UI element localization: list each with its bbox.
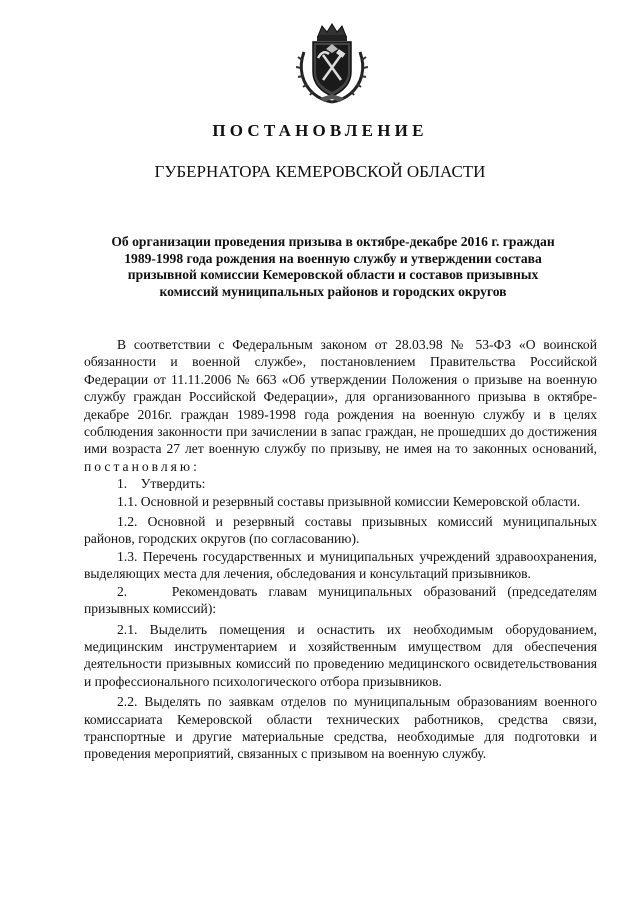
clause-1-2: 1.2. Основной и резервный составы призывных комиссий муниципальных районов, городских округов (по согласованию). — [84, 514, 597, 547]
preamble-text: В соответствии с Федеральным законом от 28.03.98 № 53-ФЗ «О воинской обязанности и военной службе», постановлением Правительства Российской Федерации от 11.11.2006 № 663 «Об утверждении Положения о призыве на военную службу граждан Российской Федерации», для организованного призыва в октябре-декабре 2016г. граждан 1989-1998 года рождения на военную службу и в целях соблюдения законности при зачислении в запас граждан, не прошедших до достижения ими возраста 27 лет военную службу по призыву, не имея на то законных оснований, — [84, 337, 597, 457]
document-type-heading: ПОСТАНОВЛЕНИЕ — [212, 121, 428, 140]
clause-1-1: 1.1. Основной и резервный составы призывной комиссии Кемеровской области. — [117, 493, 581, 509]
clause-1: 1. Утвердить: — [117, 476, 206, 492]
clause-1-3: 1.3. Перечень государственных и муниципальных учреждений здравоохранения, выделяющих места для лечения, обследования и консультаций призывников. — [84, 548, 597, 582]
clause-2-2: 2.2. Выделять по заявкам отделов по муниципальным образованиям военного комиссариата Кемеровской области технических работников, средства связи, транспортные и другие материальные средства, необходимые для подготовки и проведения мероприятий, связанных с призывом на военную службу. — [84, 694, 597, 762]
clause-2: 2. Рекомендовать главам муниципальных образований (председателям призывных комиссий): — [84, 583, 597, 617]
kemerovo-coat-of-arms-icon — [296, 22, 368, 104]
clause-2-1: 2.1. Выделить помещения и оснастить их необходимым оборудованием, медицинским инструментарием и хозяйственным имуществом для обеспечения деятельности призывных комиссий по проведению медицинского освидетельствования и профессионального психологического отбора призывников. — [84, 621, 597, 689]
preamble-paragraph — [84, 336, 597, 475]
issuing-authority: ГУБЕРНАТОРА КЕМЕРОВСКОЙ ОБЛАСТИ — [154, 162, 486, 181]
document-title: Об организации проведения призыва в октябре-декабре 2016 г. граждан 1989-1998 года рождения на военную службу и утверждении состава призывной комиссии Кемеровской области и составов призывных комиссий муниципальных районов и городских округов — [111, 234, 555, 299]
resolve-word: постановляю: — [84, 458, 200, 474]
document-body — [84, 336, 597, 763]
